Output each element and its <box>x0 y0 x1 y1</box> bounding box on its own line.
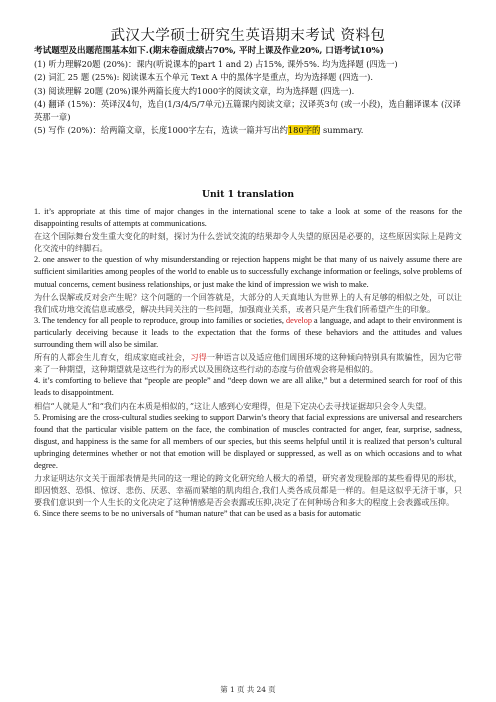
sentence-3-english <box>34 315 462 351</box>
red-marked-word: develop <box>286 315 312 325</box>
sentence-3-english-part2: a language, and adapt to their environment is particularly deceiving because it leads to the expectation that the forms of these behaviors and the attitudes and values surrounding them will also be similar. <box>34 315 462 350</box>
exam-item-2: (2) 词汇 25 题 (25%): 阅读课本五个单元 Text A 中的黑体字是重点，均为选择题 (四选一). <box>34 72 373 83</box>
exam-item-4: (4) 翻译 (15%)：英译汉4句，选自(1/3/4/5/7单元)五篇课内阅读文章；汉译英3句 (或一小段)，选自翻译课本 (汉译英那一章) <box>34 98 461 123</box>
highlighted-text: 180字的 <box>287 125 321 136</box>
red-marked-word-chinese: 习得 <box>190 352 207 363</box>
sentence-3-chinese-part2: 一种语言以及适应他们周围环境的这种倾向特别具有欺骗性，因为它带来了一种期望，这种期望就是这些行为的形式以及围绕这些行动的态度与价值观会将是相似的。 <box>34 352 462 375</box>
exam-item-5-text: (5) 写作 (20%)：给两篇文章，长度1000字左右，选读一篇并写出约 <box>34 125 288 136</box>
translation-body <box>34 206 462 520</box>
sentence-5-english: 5. Promising are the cross-cultural studies seeking to support Darwin’s theory that facial expressions are universal and researchers found that the particular visible pattern on the face, the combination of muscles contracted for anger, fear, surprise, sadness, disgust, and happiness is the same for all members of our species, but this seems helpful until it is realized that person’s cultural upbringing determines whether or not that emotion will be displayed or suppressed, as well as on which occasions and to what degree. <box>34 412 462 470</box>
exam-item-1: (1) 听力理解20题 (20%)：课内(听说课本的part 1 and 2) 占15%, 课外5%. 均为选择题 (四选一) <box>34 59 398 70</box>
exam-item-3: (3) 阅读理解 20题 (20%)课外两篇长度大约1000字的阅读文章，均为选择题 (四选一). <box>34 85 355 96</box>
page-footer: 第 1 页 共 24 页 <box>220 685 276 694</box>
sentence-1-english: 1. it’s appropriate at this time of major changes in the international scene to take a look at some of the reasons for the disappointing results of attempts at communications. <box>34 207 462 229</box>
exam-format-heading: 考试题型及出题范围基本如下.(期末卷面成绩占70%, 平时上课及作业20%, 口语考试10%) <box>34 46 384 56</box>
sentence-3-english-part1: 3. The tendency for all people to reproduce, group into families or societies, <box>34 315 286 325</box>
sentence-2-chinese: 为什么误解或反对会产生呢？这个问题的一个回答就是，大部分的人天真地认为世界上的人有足够的相似之处，可以让我们成功地交流信息或感受，解决共同关注的一些问题，加强商业关系，或者只是产生我们所希望产生的印象。 <box>34 291 462 314</box>
sentence-1-chinese: 在这个国际舞台发生重大变化的时刻，探讨为什么尝试交流的结果却令人失望的原因是必要的，这些原因实际上是跨文化交流中的绊脚石。 <box>34 231 462 254</box>
sentence-2-english: 2. one answer to the question of why misunderstanding or rejection happens might be that many of us naively assume there are sufficient similarities among peoples of the world to enable us to successfully exchange information or feelings, solve problems of mutual concerns, cement business relationships, or just make the kind of impression we wish to make. <box>34 255 462 289</box>
sentence-4-chinese: 相信“人就是人”和“我们内在本质是相似的，”这让人感到心安理得，但是下定决心去寻找证据却只会令人失望。 <box>34 400 432 411</box>
sentence-5-chinese: 力求证明达尔文关于面部表情是共同的这一理论的跨文化研究给人极大的希望，研究者发现脸部的某些看得见的形状，即因愤怒、恐惧、惊讶、悲伤、厌恶、幸福而紧缩的肌肉组合,我们人类各成员都是一样的。但是这似乎无济于事，只要我们意识到一个人生长的文化决定了这种情感是否会表露或压抑,决定了在何种场合和多大的程度上会表露或压抑。 <box>34 473 462 508</box>
sentence-3-chinese <box>34 351 462 375</box>
exam-item-5-tail: summary. <box>320 125 364 136</box>
sentence-3-chinese-part1: 所有的人都会生儿育女，组成家庭或社会， <box>34 352 191 363</box>
sentence-4-english: 4. it’s comforting to believe that “people are people” and “deep down we are all alike,” but a determined search for roof of this leads to disappointment. <box>34 376 462 398</box>
sentence-6-english: 6. Since there seems to be no universals of “human nature” that can be used as a basis for automatic <box>34 509 361 519</box>
page-title: 武汉大学硕士研究生英语期末考试 资料包 <box>110 28 386 44</box>
exam-overview <box>34 45 462 137</box>
section-heading: Unit 1 translation <box>201 189 295 200</box>
exam-item-5 <box>34 124 462 137</box>
